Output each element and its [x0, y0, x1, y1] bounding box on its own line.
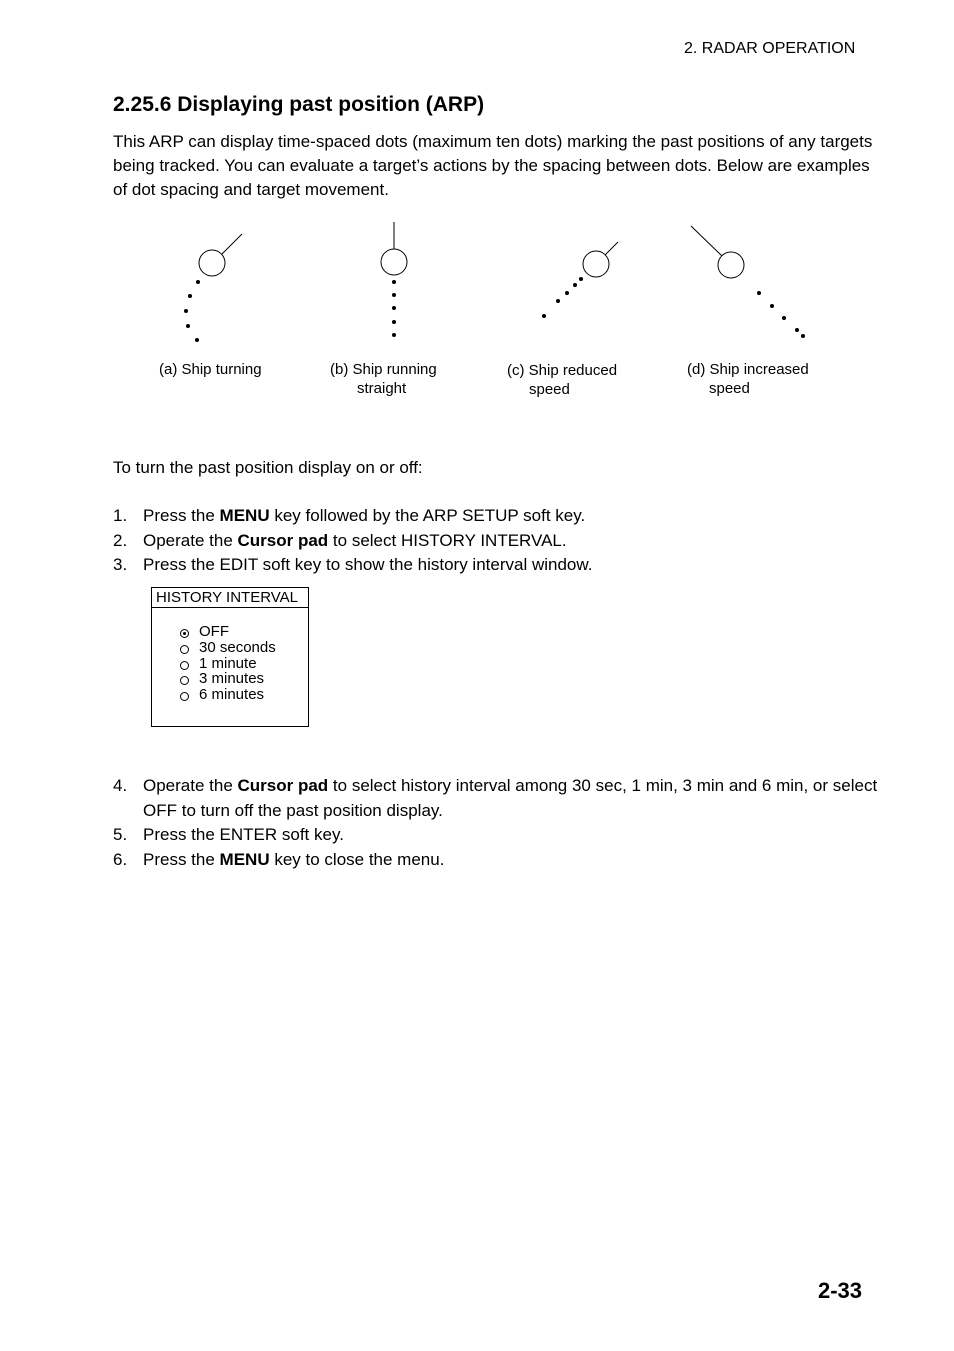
radio-icon[interactable]	[180, 676, 189, 685]
caption-ship-reduced-speed: (c) Ship reduced	[507, 362, 618, 379]
past-position-dot	[392, 293, 396, 297]
vector-line	[222, 234, 242, 254]
past-position-dot	[757, 291, 761, 295]
history-interval-window	[151, 587, 309, 727]
past-position-dot	[573, 283, 577, 287]
step-item	[113, 529, 873, 554]
step-number: 5.	[113, 825, 128, 844]
diagram-ship-reduced-speed	[542, 242, 618, 318]
radio-icon[interactable]	[180, 661, 189, 670]
step-number: 4.	[113, 776, 128, 795]
step-item	[113, 553, 873, 578]
option-label: 30 seconds	[199, 638, 276, 656]
step-text: to select history interval among 30 sec, 1 min, 3 min and 6 min, or select OFF to turn off the past position display.	[143, 776, 878, 820]
step-item	[113, 774, 883, 823]
past-position-dot	[188, 294, 192, 298]
procedure-intro: To turn the past position display on or off:	[113, 458, 423, 477]
step-text: Press the	[143, 849, 220, 869]
step-text: Press the	[143, 506, 220, 525]
step-number: 3.	[113, 555, 128, 574]
past-position-dot	[795, 328, 799, 332]
past-position-dot	[184, 309, 188, 313]
intro-paragraph: This ARP can display time-spaced dots (maximum ten dots) marking the past positions of any targets being tracked. You can evaluate a target’s actions by the spacing between dots. Below are examples of dot spacing and target movement.	[113, 132, 873, 199]
past-position-dot	[196, 280, 200, 284]
past-position-dot	[770, 304, 774, 308]
caption-ship-straight-line2: straight	[357, 380, 407, 397]
page-number: 2-33	[818, 1278, 863, 1303]
step-text: Press the EDIT soft key to show the history interval window.	[143, 555, 593, 574]
caption-ship-increased-speed-line2: speed	[709, 380, 750, 397]
key-name: Cursor pad	[237, 530, 329, 550]
past-position-dot	[195, 338, 199, 342]
key-name: Cursor pad	[237, 776, 329, 795]
step-text: to select HISTORY INTERVAL.	[328, 530, 567, 550]
section-title: 2.25.6 Displaying past position (ARP)	[113, 93, 485, 116]
radio-icon[interactable]	[180, 692, 189, 701]
vector-line	[691, 226, 722, 256]
step-item	[113, 848, 883, 873]
step-item	[113, 823, 883, 848]
vector-line	[605, 242, 618, 255]
diagram-ship-turning	[184, 234, 242, 342]
caption-ship-reduced-speed-line2: speed	[529, 381, 570, 398]
history-interval-title: HISTORY INTERVAL	[152, 588, 308, 608]
target-symbol	[199, 250, 225, 276]
step-text: Operate the	[143, 530, 238, 550]
radio-icon[interactable]	[180, 645, 189, 654]
key-name: MENU	[219, 849, 270, 869]
option-label: 1 minute	[199, 654, 257, 672]
past-position-dot	[186, 324, 190, 328]
step-text: Press the ENTER soft key.	[143, 825, 344, 844]
step-text: Operate the	[143, 776, 238, 795]
step-text: key to close the menu.	[269, 849, 445, 869]
option-label: 6 minutes	[199, 686, 265, 704]
option-label: OFF	[199, 623, 229, 640]
radio-selected-icon[interactable]	[180, 629, 189, 638]
past-position-dot	[782, 316, 786, 320]
procedure-steps-continued	[113, 774, 883, 872]
caption-ship-straight: (b) Ship running	[330, 361, 437, 378]
past-position-dot	[392, 333, 396, 337]
step-number: 6.	[113, 849, 128, 869]
caption-ship-increased-speed: (d) Ship increased	[687, 361, 809, 378]
past-position-dot	[392, 306, 396, 310]
option-label: 3 minutes	[199, 670, 265, 688]
diagram-ship-straight	[381, 222, 407, 337]
past-position-dot	[801, 334, 805, 338]
past-position-dot	[556, 299, 560, 303]
target-symbol	[381, 249, 407, 275]
running-header: 2. RADAR OPERATION	[684, 40, 856, 57]
past-position-dot	[565, 291, 569, 295]
past-position-dot	[392, 280, 396, 284]
diagram-ship-increased-speed	[691, 226, 805, 338]
caption-ship-turning: (a) Ship turning	[159, 361, 262, 378]
past-position-dot	[392, 320, 396, 324]
past-position-dot	[579, 277, 583, 281]
step-number: 1.	[113, 506, 128, 525]
past-position-figure	[0, 215, 954, 355]
step-text: key followed by the ARP SETUP soft key.	[269, 506, 586, 525]
past-position-dot	[542, 314, 546, 318]
step-item	[113, 504, 873, 529]
key-name: MENU	[219, 506, 270, 525]
procedure-steps	[113, 504, 873, 578]
step-number: 2.	[113, 530, 128, 550]
